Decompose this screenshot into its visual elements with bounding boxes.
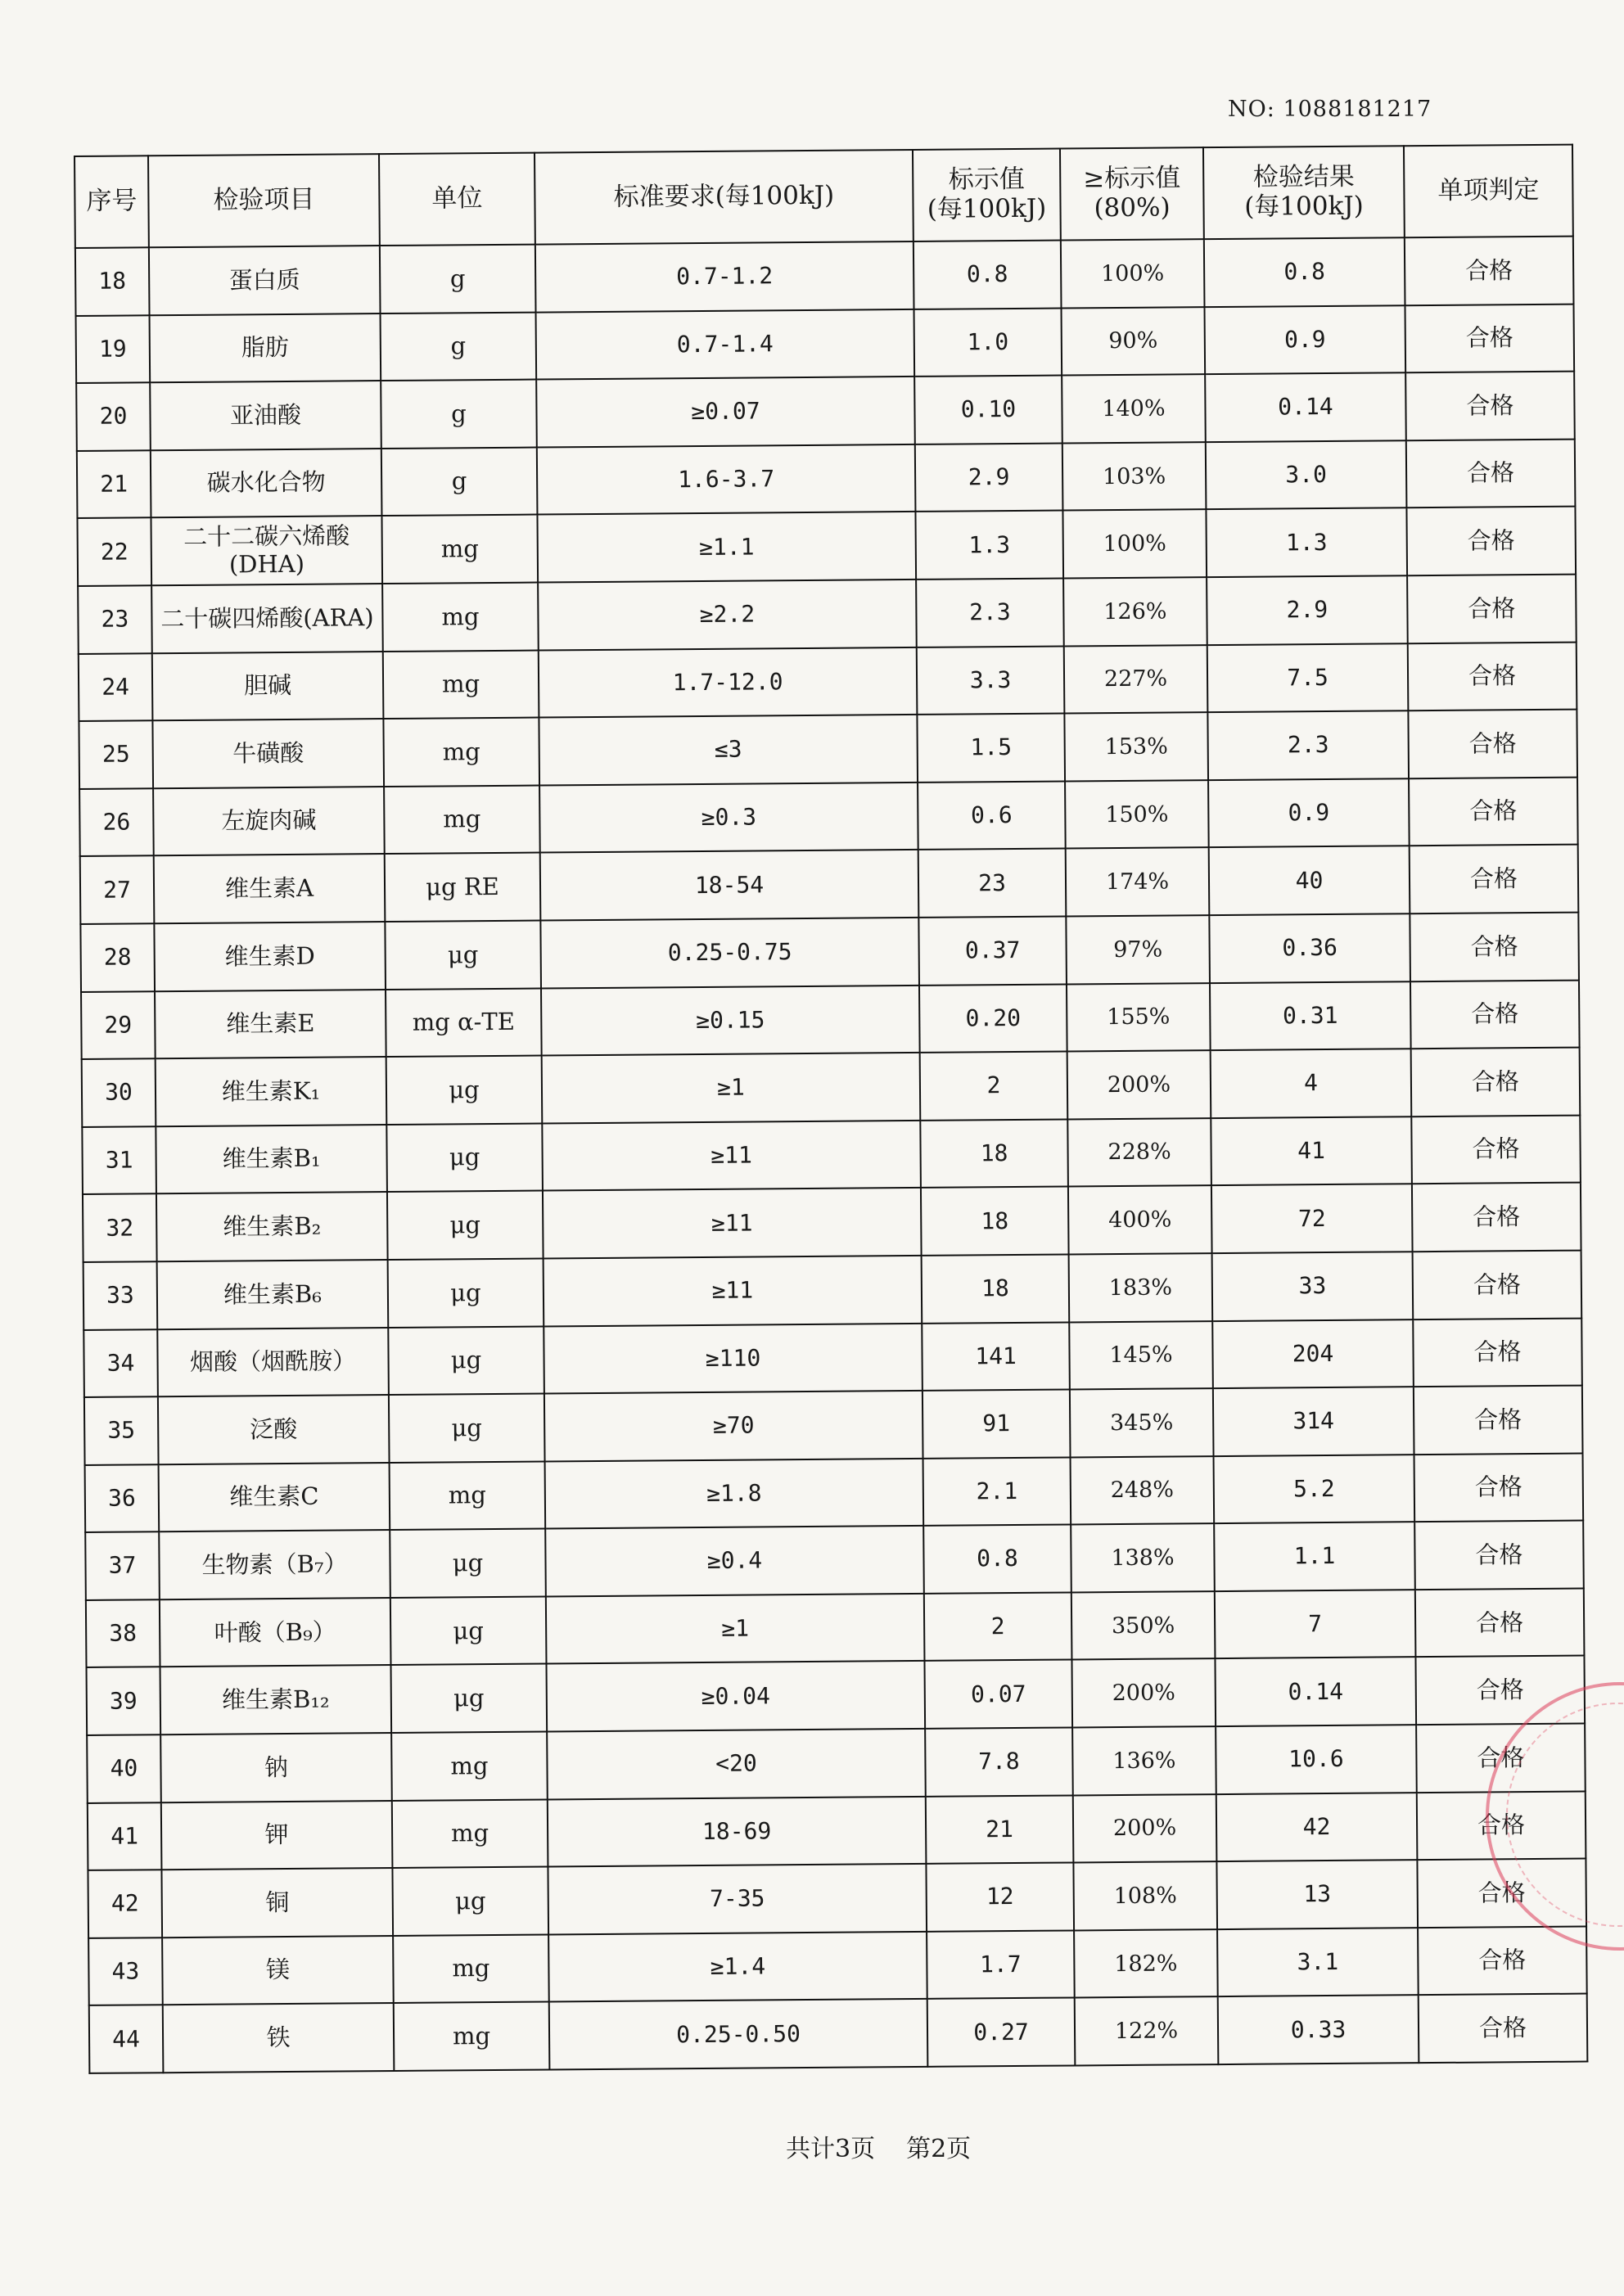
cell-min-label-pct: 350% bbox=[1071, 1591, 1216, 1660]
cell-item: 维生素B₆ bbox=[157, 1260, 389, 1329]
cell-unit: mg bbox=[383, 718, 539, 787]
cell-seq: 38 bbox=[86, 1599, 160, 1667]
cell-label-value: 91 bbox=[923, 1390, 1071, 1459]
cell-label-value: 21 bbox=[926, 1795, 1074, 1864]
cell-seq: 28 bbox=[80, 923, 155, 991]
cell-standard: 0.7-1.4 bbox=[536, 309, 915, 380]
cell-result: 13 bbox=[1216, 1860, 1418, 1929]
cell-unit: mg bbox=[384, 785, 540, 854]
cell-standard: 18-54 bbox=[540, 850, 919, 920]
cell-item: 亚油酸 bbox=[150, 381, 381, 450]
cell-result: 40 bbox=[1209, 846, 1410, 916]
cell-label-value: 0.37 bbox=[918, 916, 1067, 985]
cell-result: 0.9 bbox=[1208, 778, 1410, 848]
cell-result: 5.2 bbox=[1214, 1455, 1415, 1524]
cell-item: 脂肪 bbox=[150, 314, 381, 383]
table-row bbox=[86, 1588, 1585, 1667]
cell-standard: ≥0.3 bbox=[539, 783, 918, 853]
cell-unit: g bbox=[380, 245, 536, 314]
cell-label-value: 3.3 bbox=[917, 646, 1065, 715]
cell-standard: ≥11 bbox=[544, 1256, 923, 1326]
cell-verdict: 合格 bbox=[1413, 1250, 1582, 1319]
cell-standard: 0.7-1.2 bbox=[535, 241, 914, 312]
cell-unit: g bbox=[381, 447, 538, 516]
table-row bbox=[87, 1656, 1586, 1735]
total-pages: 共计3页 bbox=[786, 2135, 876, 2163]
cell-standard: ≥11 bbox=[542, 1121, 921, 1191]
table-row bbox=[78, 575, 1577, 654]
cell-item: 维生素B₂ bbox=[156, 1192, 388, 1261]
header-unit: 单位 bbox=[379, 153, 535, 246]
cell-label-value: 18 bbox=[922, 1254, 1070, 1323]
cell-label-value: 0.20 bbox=[919, 984, 1067, 1053]
table-row bbox=[81, 980, 1580, 1059]
cell-verdict: 合格 bbox=[1415, 1588, 1585, 1657]
cell-result: 0.14 bbox=[1215, 1658, 1416, 1727]
cell-item: 维生素K₁ bbox=[156, 1057, 387, 1126]
cell-min-label-pct: 145% bbox=[1069, 1321, 1213, 1390]
cell-standard: ≥70 bbox=[544, 1391, 923, 1461]
cell-unit: μg RE bbox=[385, 853, 541, 922]
cell-seq: 41 bbox=[88, 1802, 162, 1870]
cell-min-label-pct: 200% bbox=[1073, 1794, 1217, 1863]
cell-item: 左旋肉碱 bbox=[153, 787, 385, 856]
header-label-value-line1: 标示值 bbox=[948, 165, 1025, 195]
cell-verdict: 合格 bbox=[1405, 237, 1574, 305]
table-row bbox=[85, 1453, 1584, 1532]
cell-verdict: 合格 bbox=[1414, 1521, 1584, 1590]
cell-unit: μg bbox=[389, 1394, 545, 1463]
cell-result: 0.14 bbox=[1205, 372, 1406, 442]
table-row bbox=[83, 1318, 1582, 1397]
table-row bbox=[79, 710, 1577, 789]
cell-unit: mg bbox=[394, 2002, 550, 2071]
table-row bbox=[77, 507, 1576, 586]
cell-min-label-pct: 100% bbox=[1061, 239, 1205, 308]
cell-result: 10.6 bbox=[1216, 1725, 1417, 1794]
cell-seq: 25 bbox=[79, 720, 153, 788]
cell-item: 生物素（B₇） bbox=[159, 1530, 390, 1599]
cell-standard: 18-69 bbox=[548, 1797, 927, 1867]
table-row bbox=[85, 1521, 1584, 1600]
cell-seq: 26 bbox=[79, 788, 154, 856]
header-standard: 标准要求(每100kJ) bbox=[535, 150, 914, 245]
cell-seq: 22 bbox=[77, 518, 151, 586]
table-row bbox=[83, 1183, 1581, 1262]
cell-verdict: 合格 bbox=[1411, 1115, 1581, 1184]
cell-label-value: 2 bbox=[920, 1052, 1068, 1121]
cell-item: 镁 bbox=[162, 1936, 394, 2005]
cell-standard: ≥0.15 bbox=[541, 985, 920, 1055]
cell-item: 蛋白质 bbox=[149, 246, 381, 315]
cell-seq: 37 bbox=[85, 1532, 160, 1600]
table-row bbox=[76, 304, 1575, 383]
header-min-label-line1: ≥标示值 bbox=[1083, 163, 1181, 194]
cell-standard: ≥110 bbox=[544, 1323, 923, 1393]
table-body bbox=[75, 237, 1587, 2073]
cell-item: 泛酸 bbox=[158, 1395, 390, 1464]
cell-standard: ≥1.8 bbox=[545, 1459, 924, 1529]
cell-standard: ≥1.4 bbox=[548, 1932, 927, 2002]
cell-label-value: 2 bbox=[924, 1592, 1072, 1661]
cell-seq: 18 bbox=[75, 247, 150, 315]
cell-unit: μg bbox=[392, 1867, 548, 1936]
cell-item: 牛磺酸 bbox=[152, 719, 384, 788]
cell-seq: 36 bbox=[85, 1464, 160, 1532]
table-row bbox=[77, 439, 1576, 518]
cell-seq: 27 bbox=[80, 856, 155, 924]
cell-unit: μg bbox=[387, 1191, 544, 1260]
cell-label-value: 1.3 bbox=[915, 511, 1063, 580]
cell-result: 314 bbox=[1213, 1387, 1414, 1456]
cell-result: 41 bbox=[1211, 1116, 1412, 1186]
cell-min-label-pct: 248% bbox=[1071, 1456, 1215, 1525]
cell-label-value: 18 bbox=[920, 1119, 1068, 1188]
cell-seq: 44 bbox=[89, 2005, 164, 2073]
cell-item: 二十二碳六烯酸(DHA) bbox=[151, 516, 382, 585]
cell-verdict: 合格 bbox=[1406, 507, 1576, 575]
cell-min-label-pct: 228% bbox=[1067, 1118, 1211, 1187]
cell-item: 维生素A bbox=[154, 854, 386, 923]
cell-verdict: 合格 bbox=[1416, 1724, 1586, 1793]
cell-verdict: 合格 bbox=[1412, 1183, 1581, 1252]
cell-label-value: 0.8 bbox=[914, 241, 1062, 309]
cell-unit: mg bbox=[390, 1461, 546, 1530]
cell-min-label-pct: 126% bbox=[1063, 577, 1207, 646]
cell-result: 42 bbox=[1216, 1793, 1418, 1862]
cell-seq: 32 bbox=[83, 1194, 157, 1262]
cell-verdict: 合格 bbox=[1411, 1048, 1581, 1116]
cell-seq: 24 bbox=[79, 653, 153, 721]
cell-result: 72 bbox=[1211, 1184, 1413, 1254]
cell-verdict: 合格 bbox=[1419, 1994, 1588, 2063]
cell-min-label-pct: 227% bbox=[1064, 645, 1208, 714]
cell-result: 1.3 bbox=[1206, 508, 1407, 578]
cell-min-label-pct: 155% bbox=[1067, 983, 1211, 1052]
cell-standard: ≥1.1 bbox=[537, 512, 916, 582]
cell-unit: mg bbox=[391, 1732, 548, 1801]
cell-min-label-pct: 400% bbox=[1068, 1185, 1212, 1254]
cell-seq: 39 bbox=[87, 1667, 161, 1735]
table-row bbox=[79, 642, 1577, 721]
cell-result: 2.3 bbox=[1207, 710, 1409, 780]
cell-seq: 34 bbox=[83, 1329, 158, 1397]
cell-unit: mg bbox=[393, 1934, 549, 2003]
cell-seq: 40 bbox=[87, 1734, 161, 1802]
cell-item: 维生素C bbox=[159, 1463, 390, 1532]
cell-unit: g bbox=[381, 312, 537, 381]
cell-item: 钠 bbox=[160, 1733, 392, 1802]
cell-seq: 29 bbox=[81, 991, 156, 1059]
cell-verdict: 合格 bbox=[1410, 845, 1579, 913]
cell-unit: mg α-TE bbox=[386, 988, 542, 1057]
cell-label-value: 2.9 bbox=[915, 443, 1063, 512]
cell-seq: 23 bbox=[78, 585, 152, 653]
table-row bbox=[80, 913, 1579, 992]
cell-min-label-pct: 90% bbox=[1061, 307, 1205, 376]
current-page: 第2页 bbox=[906, 2135, 972, 2163]
cell-result: 0.31 bbox=[1210, 981, 1411, 1051]
cell-standard: ≥0.07 bbox=[536, 377, 915, 447]
header-result bbox=[1203, 146, 1405, 239]
header-min-label-line2: (80%) bbox=[1094, 192, 1171, 223]
cell-min-label-pct: 108% bbox=[1073, 1861, 1217, 1930]
cell-standard: <20 bbox=[547, 1729, 926, 1799]
cell-seq: 20 bbox=[76, 382, 151, 450]
cell-seq: 33 bbox=[83, 1261, 158, 1329]
cell-label-value: 0.27 bbox=[927, 1998, 1076, 2067]
table-row bbox=[83, 1250, 1582, 1329]
cell-result: 7 bbox=[1215, 1590, 1416, 1659]
page-footer bbox=[786, 2128, 971, 2164]
cell-item: 维生素B₁ bbox=[156, 1125, 387, 1194]
cell-verdict: 合格 bbox=[1417, 1859, 1586, 1928]
cell-min-label-pct: 122% bbox=[1075, 1997, 1219, 2066]
header-verdict: 单项判定 bbox=[1404, 145, 1573, 238]
cell-standard: ≥0.4 bbox=[545, 1526, 924, 1596]
cell-label-value: 0.6 bbox=[918, 781, 1066, 850]
cell-min-label-pct: 150% bbox=[1065, 780, 1209, 849]
cell-result: 1.1 bbox=[1214, 1522, 1415, 1591]
cell-item: 烟酸（烟酰胺） bbox=[157, 1328, 389, 1397]
cell-unit: μg bbox=[386, 1056, 543, 1125]
cell-min-label-pct: 174% bbox=[1066, 847, 1210, 916]
cell-verdict: 合格 bbox=[1406, 439, 1576, 507]
cell-verdict: 合格 bbox=[1415, 1656, 1585, 1725]
cell-item: 铜 bbox=[161, 1868, 393, 1937]
table-row bbox=[80, 845, 1579, 924]
cell-seq: 30 bbox=[82, 1058, 156, 1126]
cell-verdict: 合格 bbox=[1409, 777, 1578, 846]
cell-standard: ≥2.2 bbox=[538, 580, 917, 650]
cell-min-label-pct: 345% bbox=[1070, 1388, 1214, 1457]
cell-result: 33 bbox=[1212, 1252, 1414, 1321]
cell-label-value: 0.07 bbox=[924, 1660, 1072, 1729]
cell-result: 0.8 bbox=[1204, 237, 1405, 307]
cell-unit: mg bbox=[392, 1799, 548, 1868]
header-min-label bbox=[1060, 147, 1204, 240]
cell-standard: ≤3 bbox=[539, 715, 918, 785]
table-row bbox=[88, 1926, 1587, 2005]
cell-unit: μg bbox=[390, 1664, 547, 1733]
cell-seq: 19 bbox=[76, 315, 151, 383]
cell-unit: mg bbox=[383, 650, 539, 719]
cell-label-value: 12 bbox=[926, 1863, 1074, 1932]
cell-min-label-pct: 183% bbox=[1069, 1253, 1213, 1322]
cell-verdict: 合格 bbox=[1418, 1926, 1587, 1995]
cell-unit: μg bbox=[388, 1258, 544, 1327]
cell-item: 叶酸（B₉） bbox=[160, 1598, 391, 1667]
header-result-line1: 检验结果 bbox=[1252, 162, 1355, 193]
cell-label-value: 18 bbox=[921, 1187, 1069, 1256]
cell-result: 7.5 bbox=[1207, 643, 1409, 713]
cell-verdict: 合格 bbox=[1408, 642, 1577, 710]
cell-label-value: 2.1 bbox=[923, 1457, 1071, 1526]
cell-item: 二十碳四烯酸(ARA) bbox=[151, 584, 383, 653]
cell-result: 0.33 bbox=[1218, 1996, 1419, 2065]
cell-verdict: 合格 bbox=[1413, 1318, 1582, 1387]
cell-unit: μg bbox=[390, 1529, 546, 1598]
cell-seq: 31 bbox=[82, 1126, 156, 1194]
cell-label-value: 0.10 bbox=[914, 376, 1062, 444]
cell-verdict: 合格 bbox=[1414, 1386, 1583, 1455]
cell-item: 维生素D bbox=[154, 922, 386, 991]
cell-min-label-pct: 200% bbox=[1071, 1659, 1216, 1728]
header-seq: 序号 bbox=[74, 156, 149, 248]
cell-min-label-pct: 140% bbox=[1062, 374, 1206, 443]
header-item: 检验项目 bbox=[148, 154, 380, 247]
cell-result: 4 bbox=[1211, 1049, 1412, 1118]
cell-min-label-pct: 138% bbox=[1071, 1523, 1215, 1592]
table-row bbox=[82, 1115, 1581, 1194]
cell-verdict: 合格 bbox=[1410, 980, 1580, 1049]
cell-label-value: 0.8 bbox=[923, 1525, 1071, 1594]
cell-result: 204 bbox=[1212, 1319, 1414, 1389]
table-row bbox=[89, 1994, 1588, 2073]
cell-min-label-pct: 97% bbox=[1066, 915, 1210, 984]
cell-standard: 1.6-3.7 bbox=[537, 444, 916, 515]
table-row bbox=[87, 1724, 1586, 1803]
cell-min-label-pct: 100% bbox=[1062, 510, 1207, 579]
report-number: NO: 1088181217 bbox=[1228, 97, 1432, 122]
cell-unit: μg bbox=[386, 1123, 543, 1192]
cell-result: 3.1 bbox=[1217, 1928, 1419, 1997]
cell-label-value: 1.5 bbox=[917, 714, 1065, 783]
cell-unit: g bbox=[381, 380, 537, 449]
cell-standard: 0.25-0.50 bbox=[549, 1999, 928, 2069]
cell-standard: 1.7-12.0 bbox=[539, 647, 918, 717]
cell-seq: 35 bbox=[84, 1396, 159, 1464]
cell-result: 0.9 bbox=[1204, 305, 1405, 375]
cell-standard: 7-35 bbox=[548, 1864, 927, 1934]
cell-seq: 21 bbox=[77, 450, 151, 518]
cell-item: 铁 bbox=[163, 2003, 395, 2073]
cell-item: 钾 bbox=[161, 1801, 393, 1870]
cell-result: 0.36 bbox=[1209, 913, 1410, 983]
header-result-line2: (每100kJ) bbox=[1244, 191, 1364, 222]
cell-label-value: 1.7 bbox=[927, 1930, 1075, 1999]
cell-verdict: 合格 bbox=[1410, 913, 1579, 981]
header-label-value bbox=[913, 149, 1061, 241]
cell-label-value: 23 bbox=[918, 849, 1067, 918]
table-row bbox=[76, 372, 1575, 451]
cell-item: 胆碱 bbox=[152, 652, 384, 721]
table-header-row bbox=[74, 145, 1573, 248]
cell-verdict: 合格 bbox=[1405, 304, 1574, 372]
cell-standard: ≥0.04 bbox=[546, 1661, 925, 1731]
cell-seq: 42 bbox=[88, 1870, 162, 1937]
cell-item: 维生素E bbox=[155, 990, 386, 1059]
cell-min-label-pct: 103% bbox=[1062, 442, 1207, 511]
table-row bbox=[79, 777, 1578, 856]
cell-verdict: 合格 bbox=[1417, 1791, 1586, 1860]
cell-verdict: 合格 bbox=[1405, 372, 1575, 440]
cell-unit: μg bbox=[388, 1326, 544, 1395]
cell-verdict: 合格 bbox=[1414, 1453, 1584, 1522]
cell-standard: ≥1 bbox=[546, 1594, 925, 1664]
cell-item: 维生素B₁₂ bbox=[160, 1665, 392, 1734]
cell-unit: mg bbox=[382, 583, 539, 652]
table-row bbox=[88, 1859, 1586, 1938]
cell-standard: 0.25-0.75 bbox=[540, 918, 919, 988]
cell-item: 碳水化合物 bbox=[151, 449, 382, 518]
cell-standard: ≥11 bbox=[543, 1188, 922, 1258]
cell-min-label-pct: 200% bbox=[1067, 1050, 1211, 1119]
cell-result: 2.9 bbox=[1207, 575, 1408, 645]
cell-unit: mg bbox=[381, 515, 538, 584]
cell-standard: ≥1 bbox=[542, 1053, 921, 1123]
cell-verdict: 合格 bbox=[1407, 575, 1577, 643]
table-row bbox=[88, 1791, 1586, 1870]
cell-seq: 43 bbox=[88, 1937, 163, 2005]
cell-label-value: 7.8 bbox=[925, 1728, 1073, 1797]
cell-label-value: 141 bbox=[922, 1322, 1070, 1391]
cell-verdict: 合格 bbox=[1408, 710, 1577, 778]
header-label-value-line2: (每100kJ) bbox=[927, 193, 1047, 224]
cell-result: 3.0 bbox=[1206, 440, 1407, 510]
cell-min-label-pct: 136% bbox=[1072, 1726, 1216, 1795]
cell-min-label-pct: 153% bbox=[1064, 712, 1208, 781]
cell-unit: μg bbox=[385, 920, 541, 989]
table-row bbox=[75, 237, 1574, 316]
table-row bbox=[82, 1048, 1581, 1127]
inspection-table-wrapper bbox=[74, 144, 1586, 2074]
inspection-table bbox=[74, 144, 1588, 2074]
cell-label-value: 1.0 bbox=[914, 308, 1062, 377]
cell-min-label-pct: 182% bbox=[1074, 1929, 1218, 1998]
table-row bbox=[84, 1386, 1583, 1465]
cell-unit: μg bbox=[390, 1596, 547, 1665]
cell-label-value: 2.3 bbox=[916, 578, 1064, 647]
